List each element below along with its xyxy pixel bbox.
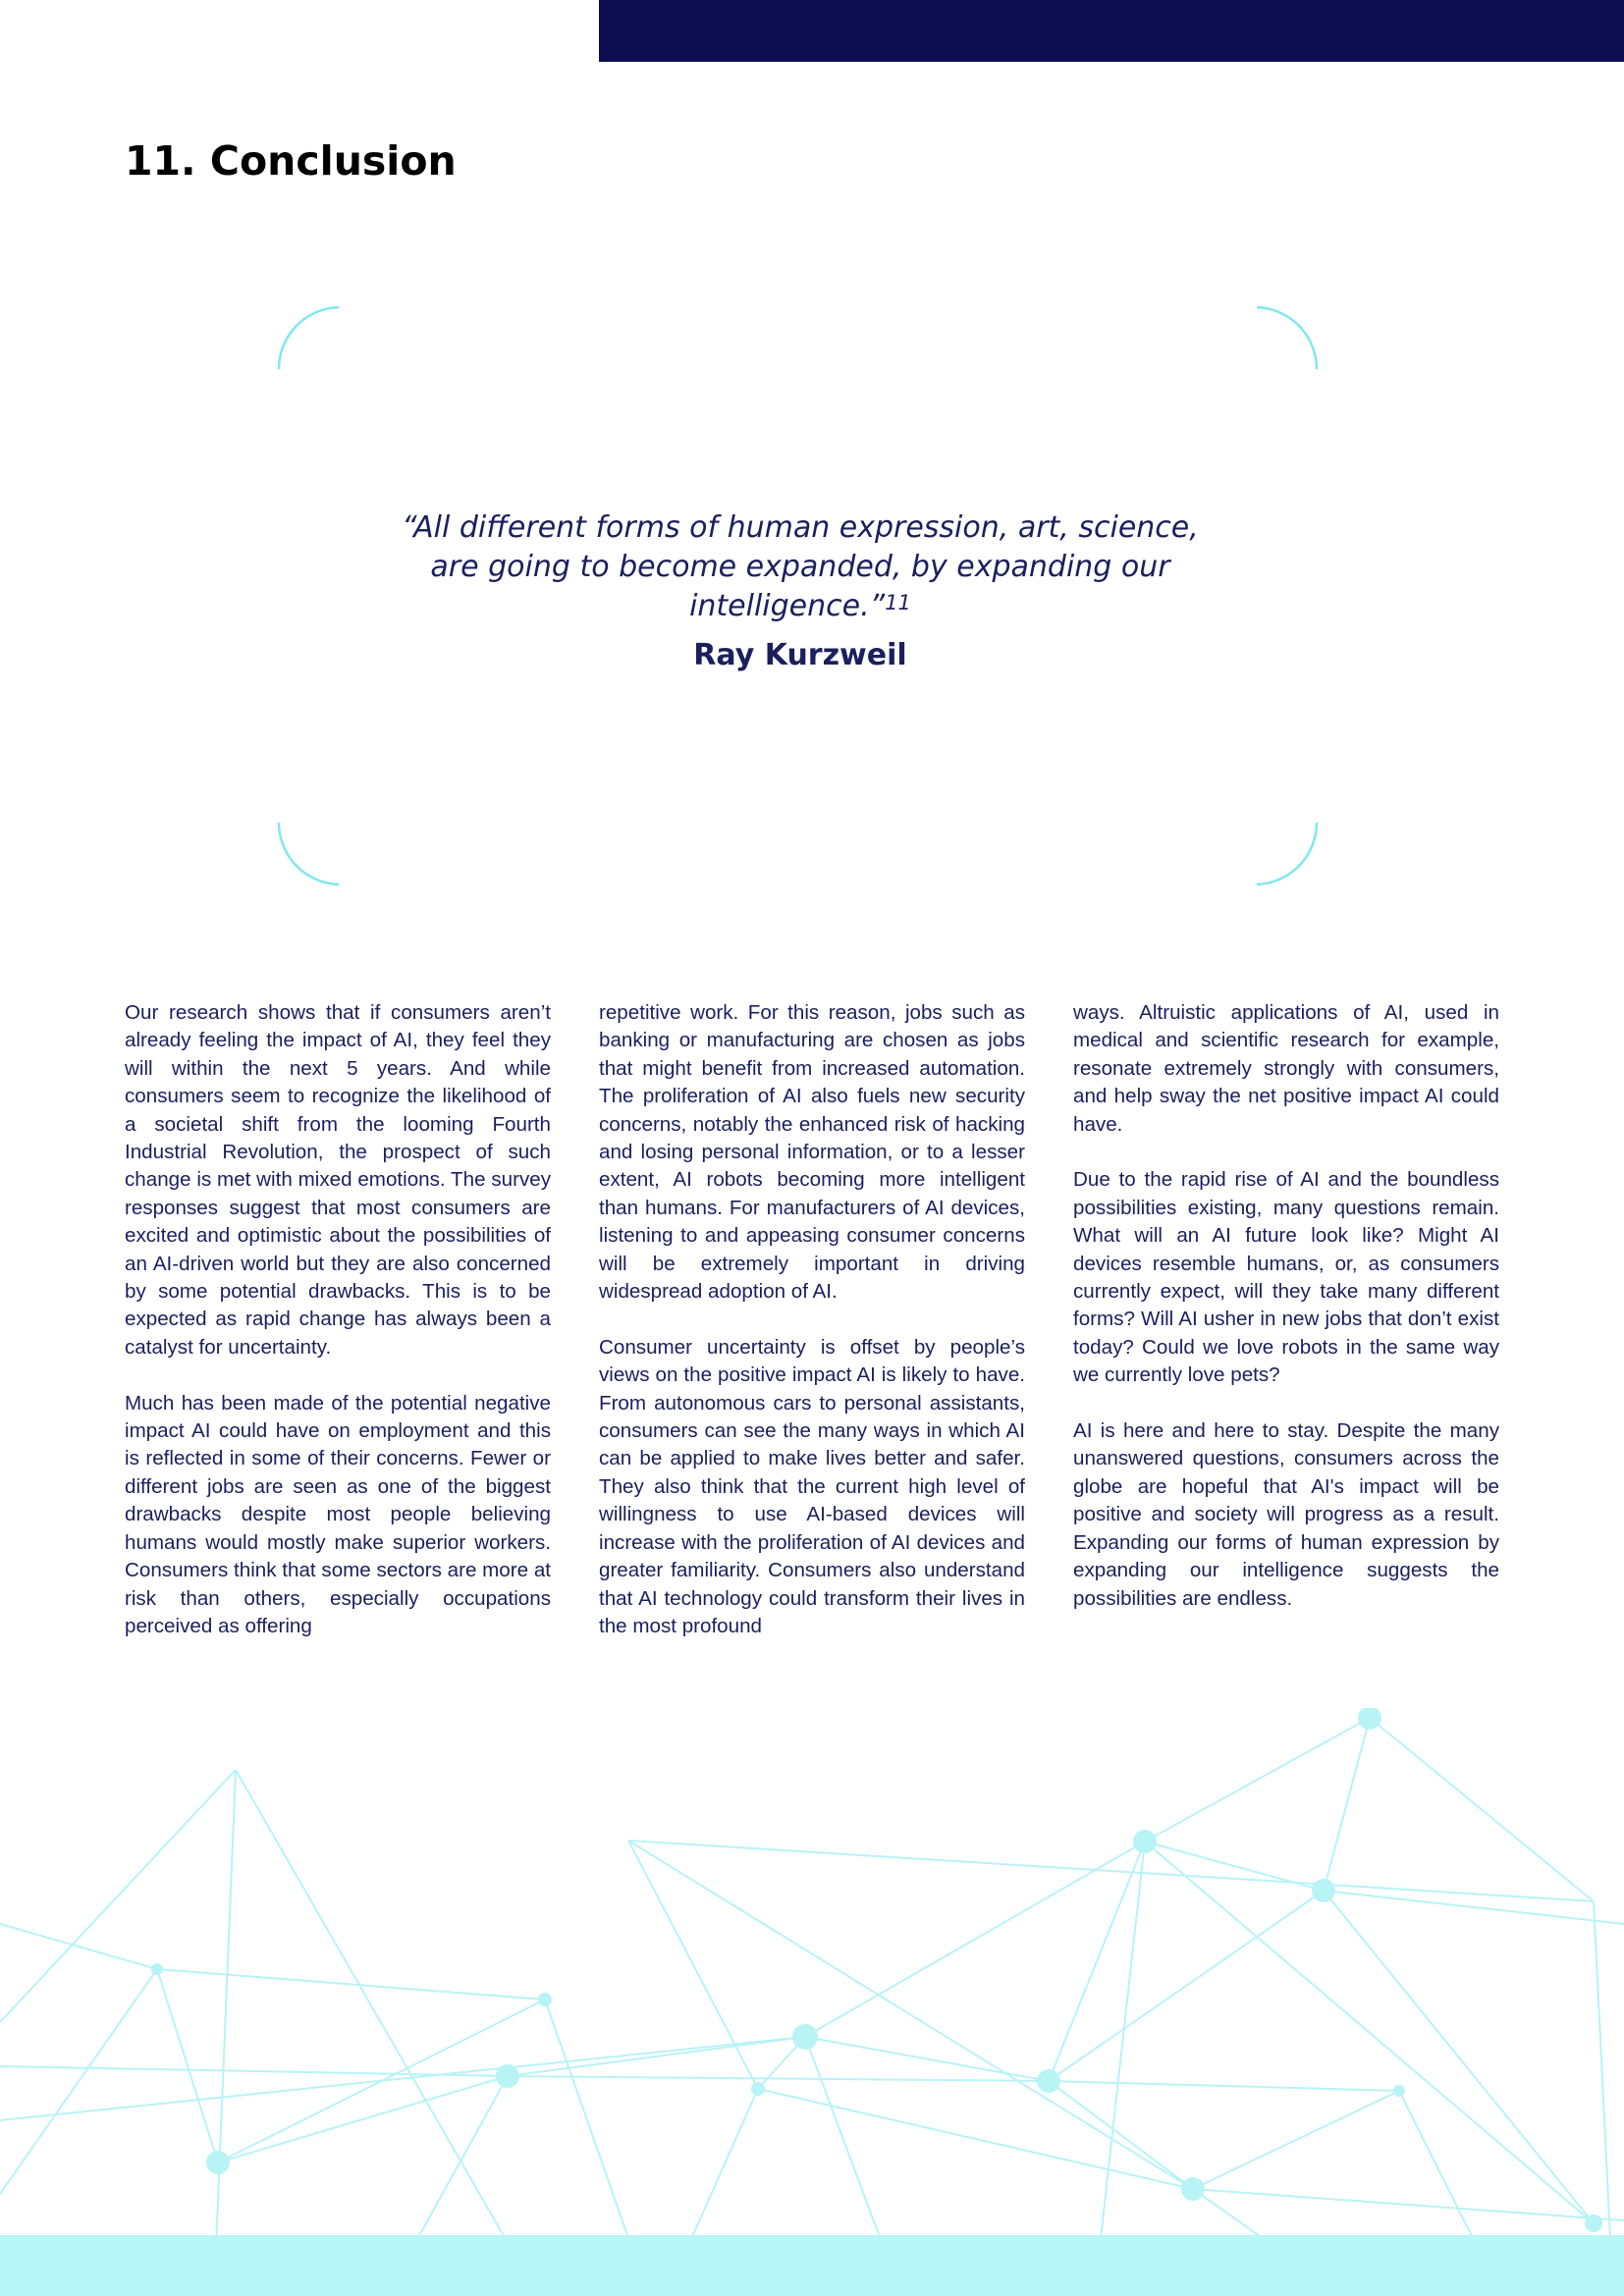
paragraph: Due to the rapid rise of AI and the boundless possibilities existing, many questions remain. What will an AI future look like? Might AI devices resemble humans, or, as consumers currently expect, will they take many different forms? Will AI usher in new jobs that don’t exist today? Could we love robots in the same way we currently love pets?	[1073, 1168, 1499, 1387]
body-column-2	[599, 999, 1025, 1669]
quote-frame-corner-bottom-right	[1257, 823, 1317, 884]
paragraph: Our research shows that if consumers aren’t already feeling the impact of AI, they feel they will within the next 5 years. And while consumers seem to recognize the likelihood of a societal shift from the looming Fourth Industrial Revolution, the prospect of such change is met with mixed emotions. The survey responses suggest that most consumers are excited and optimistic about the possibilities of an AI-driven world but they are also concerned by some potential drawbacks. This is to be expected as rapid change has always been a catalyst for uncertainty.	[125, 1001, 551, 1359]
page-title: 11. Conclusion	[125, 137, 457, 185]
paragraph: Much has been made of the potential negative impact AI could have on employment and this is reflected in some of their concerns. Fewer or different jobs are seen as one of the biggest drawbacks despite most people believing humans would mostly make superior workers. Consumers think that some sectors are more at risk than others, especially occupations perceived as offering	[125, 1391, 551, 1637]
pull-quote-text: “All different forms of human expression, art, science, are going to become expanded, by expanding our intelligence.”	[402, 510, 1199, 623]
footnote-marker: 11	[885, 591, 911, 614]
paragraph: AI is here and here to stay. Despite the many unanswered questions, consumers across the globe are hopeful that AI's impact will be positive and society will progress as a result. Expanding our forms of human expression by expanding our intelligence suggests the possibilities are endless.	[1073, 1419, 1499, 1610]
paragraph: Consumer uncertainty is offset by people’s views on the positive impact AI is likely to have. From autonomous cars to personal assistants, consumers can see the many ways in which AI can be applied to make lives better and safer. They also think that the current high level of willingness to use AI-based devices will increase with the proliferation of AI devices and greater familiarity. Consumers also understand that AI technology could transform their lives in the most profound	[599, 1335, 1025, 1637]
quote-frame	[0, 0, 1624, 933]
quote-frame-corner-bottom-left	[279, 823, 339, 884]
body-column-1	[125, 999, 551, 1669]
quote-frame-corner-top-right	[1257, 307, 1317, 369]
quote-author: Ray Kurzweil	[693, 638, 907, 672]
body-column-3	[1073, 999, 1499, 1640]
paragraph: ways. Altruistic applications of AI, used in medical and scientific research for example, resonate extremely strongly with consumers, and help sway the net positive impact AI could have.	[1073, 1001, 1499, 1136]
network-graphic	[0, 1708, 1624, 2238]
quote-frame-corner-top-left	[279, 307, 339, 369]
paragraph: repetitive work. For this reason, jobs such as banking or manufacturing are chosen as jobs that might benefit from increased automation. The proliferation of AI also fuels new security concerns, notably the enhanced risk of hacking and losing personal information, or to a lesser extent, AI robots becoming more intelligent than humans. For manufacturers of AI devices, listening to and appeasing consumer concerns will be extremely important in driving widespread adoption of AI.	[599, 1001, 1025, 1304]
pull-quote	[393, 508, 1208, 626]
footer-bar	[0, 2235, 1624, 2296]
